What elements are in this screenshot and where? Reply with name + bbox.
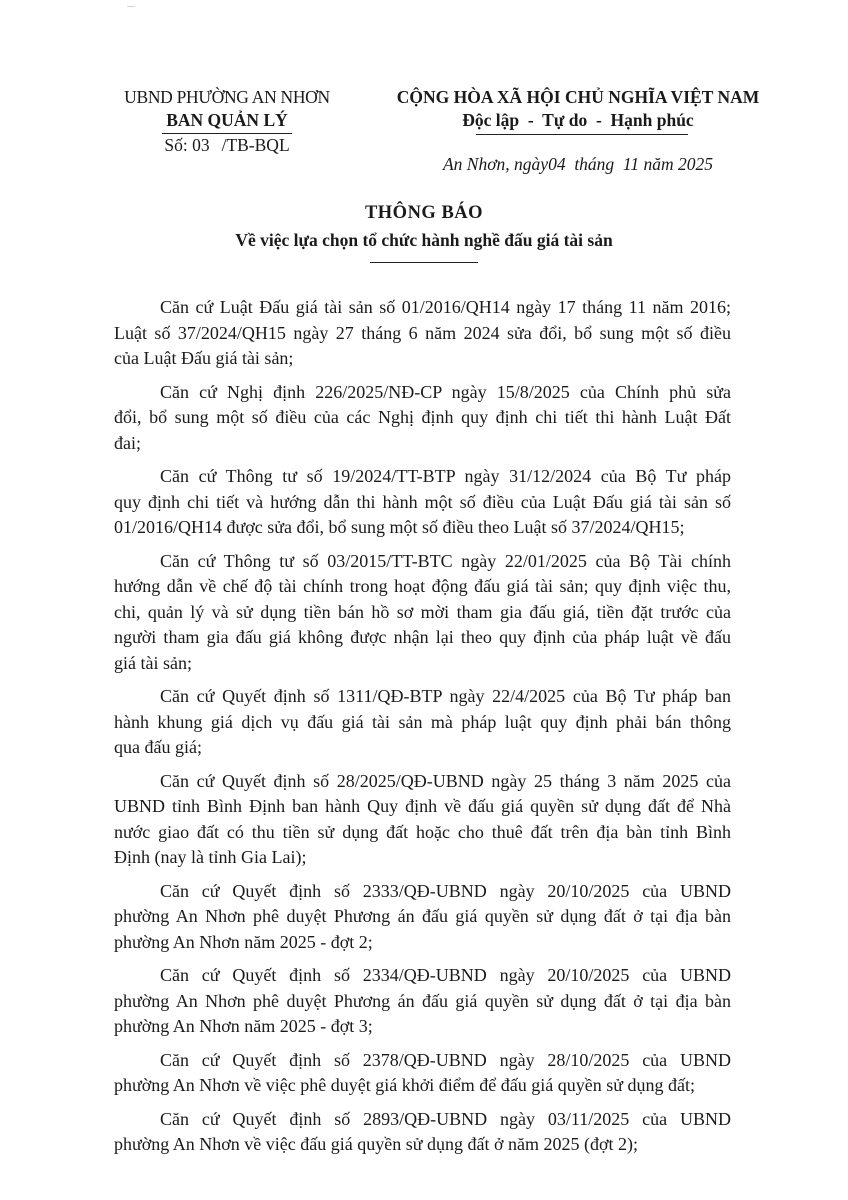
paragraph-line: của Luật Đấu giá tài sản; [114, 348, 294, 368]
scan-mark [127, 0, 135, 7]
paragraph-line: phường An Nhơn phê duyệt Phương án đấu giá quyền sử dụng đất ở tại địa bàn [114, 906, 731, 926]
paragraph-line: Định (nay là tỉnh Gia Lai); [114, 847, 307, 867]
paragraph-line: hướng dẫn về chế độ tài chính trong hoạt động đấu giá tài sản; quy định việc thu, [114, 576, 731, 596]
paragraph-line: Căn cứ Quyết định số 2334/QĐ-UBND ngày 20/10/2025 của UBND [160, 965, 731, 985]
document-number-prefix: Số: 03 [164, 135, 210, 155]
paragraph-line: Căn cứ Thông tư số 03/2015/TT-BTC ngày 22/01/2025 của Bộ Tài chính [160, 550, 731, 571]
paragraph-line: qua đấu giá; [114, 737, 202, 757]
paragraph-line: Căn cứ Quyết định số 28/2025/QĐ-UBND ngày 25 tháng 3 năm 2025 của [160, 770, 731, 791]
subtitle-divider [370, 262, 478, 263]
legal-basis-paragraph [114, 295, 731, 372]
paragraph-line: Căn cứ Quyết định số 2893/QĐ-UBND ngày 03/11/2025 của UBND [160, 1108, 731, 1129]
paragraph-line: đổi, bổ sung một số điều của các Nghị định quy định chi tiết thi hành Luật Đất [114, 407, 731, 427]
legal-basis-paragraph [114, 1048, 731, 1099]
document-body [114, 295, 731, 1166]
document-subtitle: Về việc lựa chọn tổ chức hành nghề đấu giá tài sản [235, 230, 613, 250]
legal-basis-paragraph [114, 549, 731, 677]
document-number [108, 134, 346, 157]
paragraph-line: nước giao đất có thu tiền sử dụng đất hoặc cho thuê đất trên địa bàn tỉnh Bình [114, 821, 731, 842]
paragraph-line: 01/2016/QH14 được sửa đổi, bổ sung một số điều theo Luật số 37/2024/QH15; [114, 517, 685, 537]
paragraph-line: quy định chi tiết và hướng dẫn thi hành một số điều của Luật Đấu giá tài sản số [114, 491, 731, 512]
issuing-authority-block [108, 86, 346, 157]
national-motto: Độc lập - Tự do - Hạnh phúc [462, 110, 694, 130]
paragraph-line: phường An Nhơn năm 2025 - đợt 2; [114, 931, 373, 952]
paragraph-line: Căn cứ Nghị định 226/2025/NĐ-CP ngày 15/8/2025 của Chính phủ sửa [160, 381, 731, 402]
legal-basis-paragraph [114, 769, 731, 871]
legal-basis-paragraph [114, 380, 731, 457]
paragraph-line: UBND tỉnh Bình Định ban hành Quy định về đấu giá quyền sử dụng đất để Nhà [114, 796, 731, 816]
paragraph-line: phường An Nhơn phê duyệt Phương án đấu giá quyền sử dụng đất ở tại địa bàn [114, 990, 731, 1011]
legal-basis-paragraph [114, 963, 731, 1040]
legal-basis-paragraph [114, 879, 731, 956]
paragraph-line: phường An Nhơn về việc đấu giá quyền sử dụng đất ở năm 2025 (đợt 2); [114, 1134, 639, 1154]
paragraph-line: đai; [114, 432, 141, 453]
national-header-block [382, 86, 774, 132]
nation-name: CỘNG HÒA XÃ HỘI CHỦ NGHĨA VIỆT NAM [396, 87, 760, 107]
paragraph-line: giá tài sản; [114, 652, 192, 673]
place-date-line: An Nhơn, ngày04 tháng 11 năm 2025 [442, 154, 714, 174]
document-title: THÔNG BÁO [364, 203, 484, 223]
paragraph-line: Căn cứ Thông tư số 19/2024/TT-BTP ngày 31/12/2024 của Bộ Tư pháp [160, 466, 731, 486]
paragraph-line: Căn cứ Luật Đấu giá tài sản số 01/2016/QH14 ngày 17 tháng 11 năm 2016; [160, 297, 731, 317]
legal-basis-paragraph [114, 464, 731, 541]
paragraph-line: chi, quản lý và sử dụng tiền bán hồ sơ mời tham gia đấu giá, tiền đặt trước của [114, 601, 731, 622]
organization-name: UBND PHƯỜNG AN NHƠN [124, 87, 330, 107]
paragraph-line: Căn cứ Quyết định số 2333/QĐ-UBND ngày 20/10/2025 của UBND [160, 880, 731, 901]
legal-basis-paragraph [114, 1107, 731, 1158]
legal-basis-paragraph [114, 684, 731, 761]
paragraph-line: hành khung giá dịch vụ đấu giá tài sản mà pháp luật quy định phải bán thông [114, 711, 731, 732]
paragraph-line: người tham gia đấu giá không được nhận lại theo quy định của pháp luật về đấu [114, 627, 731, 647]
department-name: BAN QUẢN LÝ [166, 110, 288, 130]
paragraph-line: phường An Nhơn về việc phê duyệt giá khởi điểm để đấu giá quyền sử dụng đất; [114, 1075, 695, 1095]
document-number-suffix: /TB-BQL [221, 135, 290, 155]
paragraph-line: Căn cứ Quyết định số 1311/QĐ-BTP ngày 22/4/2025 của Bộ Tư pháp ban [160, 686, 731, 706]
paragraph-line: phường An Nhơn năm 2025 - đợt 3; [114, 1016, 373, 1036]
paragraph-line: Luật số 37/2024/QH15 ngày 27 tháng 6 năm 2024 sửa đổi, bổ sung một số điều [114, 322, 731, 343]
paragraph-line: Căn cứ Quyết định số 2378/QĐ-UBND ngày 28/10/2025 của UBND [160, 1049, 731, 1070]
